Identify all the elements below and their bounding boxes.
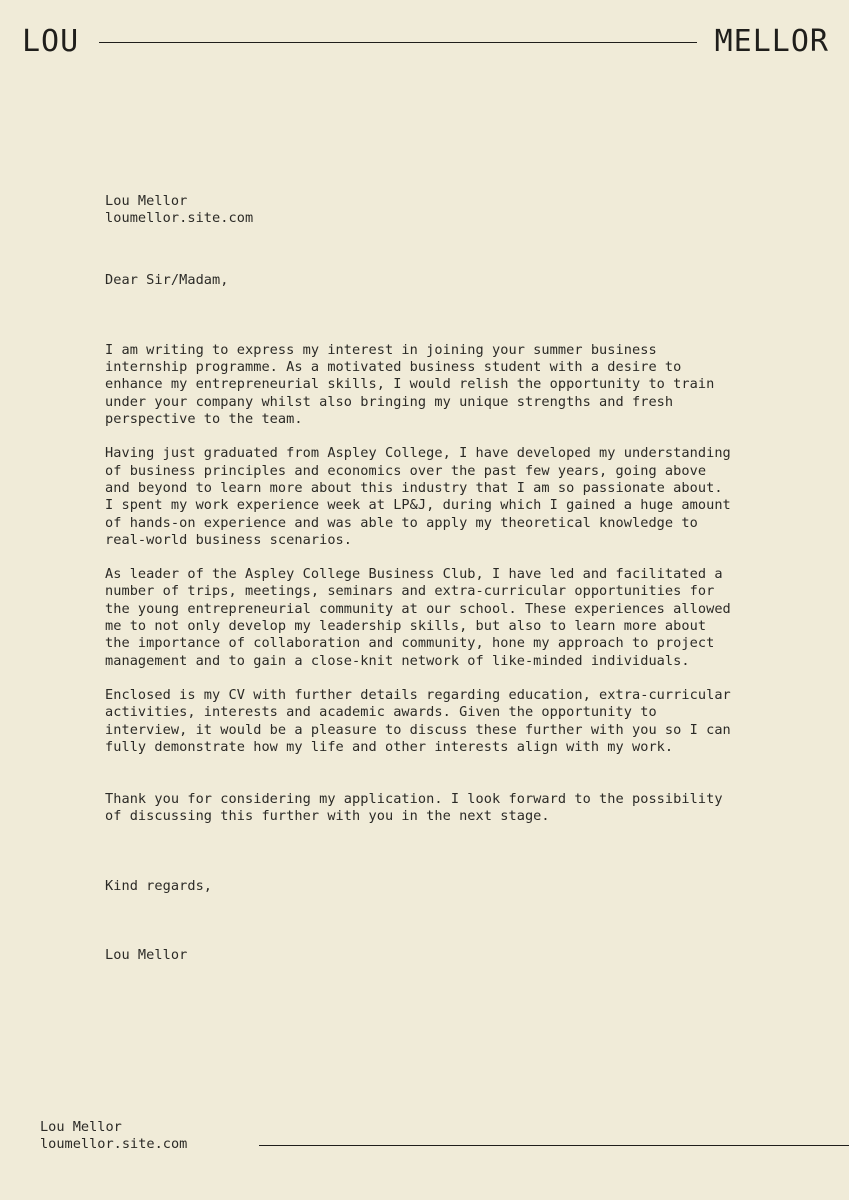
paragraph-leadership: As leader of the Aspley College Business Club, I have led and facilitated a number of trips, meetings, seminars and extra-curricular opportunities for the young entrepreneurial community at our school. These experiences allowed me to not only develop my leadership skills, but also to learn more about the importance of collaboration and community, hone my approach to project management and to gain a close-knit network of like-minded individuals.: [105, 566, 731, 669]
letter-body: [105, 193, 795, 964]
sender-site: loumellor.site.com: [105, 210, 254, 227]
paragraph-enclosure: Enclosed is my CV with further details regarding education, extra-curricular activities, interests and academic awards. Given the opportunity to interview, it would be a pleasure to discuss these further with you so I can fully demonstrate how my life and other interests align with my work.: [105, 686, 731, 755]
footer-site: loumellor.site.com: [40, 1136, 188, 1153]
letterhead-last-name: MELLOR: [714, 24, 829, 59]
greeting: Dear Sir/Madam,: [105, 271, 229, 288]
sender-block: [105, 193, 795, 228]
letterhead: [22, 22, 829, 62]
signature: Lou Mellor: [105, 947, 188, 964]
footer-name: Lou Mellor: [40, 1119, 122, 1135]
letterhead-divider: [99, 42, 696, 43]
paragraph-intro: I am writing to express my interest in joining your summer business internship programme. As a motivated business student with a desire to enhance my entrepreneurial skills, I would relish the opportunity to train under your company whilst also bringing my unique strengths and fresh perspective to the team.: [105, 341, 715, 428]
sender-name: Lou Mellor: [105, 193, 188, 209]
paragraph-education: Having just graduated from Aspley College, I have developed my understanding of business principles and economics over the past few years, going above and beyond to learn more about this industry that I am so passionate about. I spent my work experience week at LP&J, during which I gained a huge amount of hands-on experience and was able to apply my theoretical knowledge to real-world business scenarios.: [105, 445, 731, 548]
footer-contact: [40, 1119, 187, 1154]
paragraph-closing: Thank you for considering my application. I look forward to the possibility of discussing this further with you in the next stage.: [105, 791, 723, 825]
signoff: Kind regards,: [105, 877, 213, 894]
footer-divider: [259, 1145, 849, 1146]
letterhead-first-name: LOU: [22, 24, 80, 59]
